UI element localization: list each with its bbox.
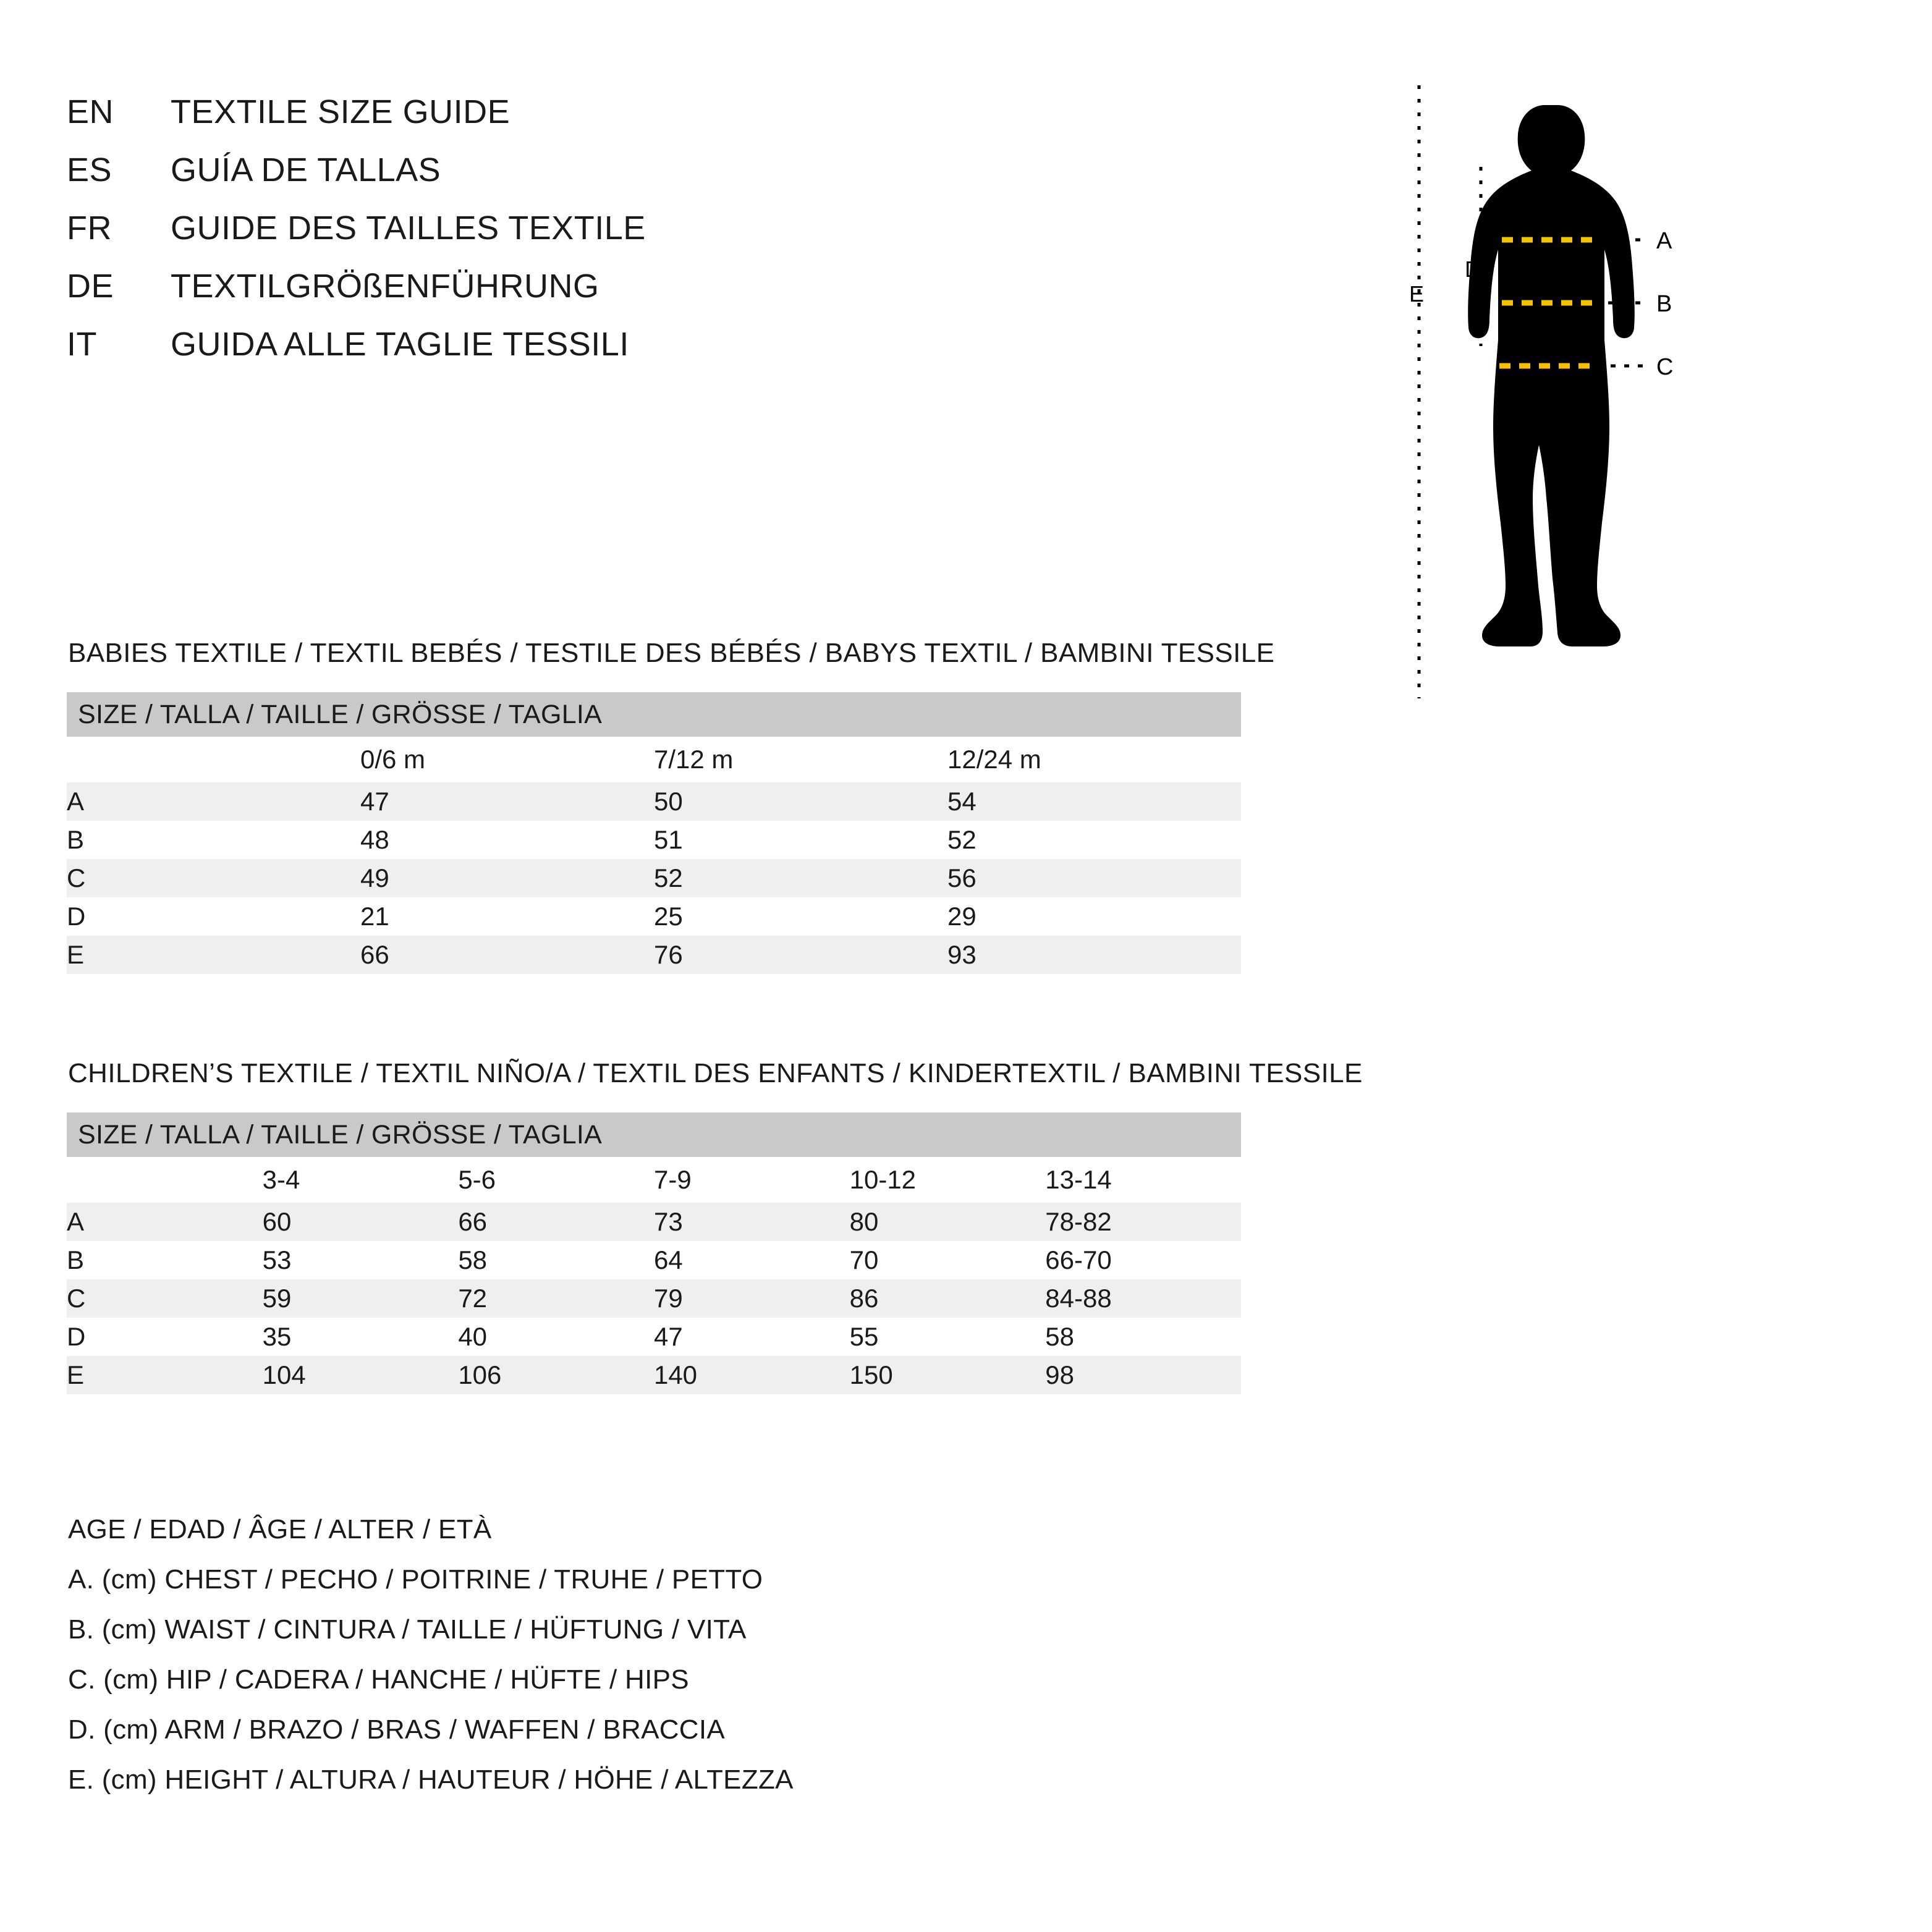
language-title: TEXTILGRÖßENFÜHRUNG (171, 268, 600, 305)
column-corner (67, 737, 360, 782)
child-silhouette-icon (1468, 105, 1635, 646)
language-list (67, 93, 932, 383)
language-code: EN (67, 93, 114, 130)
legend-hip: C. (cm) HIP / CADERA / HANCHE / HÜFTE / HIPS (68, 1664, 689, 1695)
table-row (67, 782, 1241, 821)
language-code: ES (67, 151, 112, 189)
table-row (67, 1356, 1241, 1394)
language-title: GUÍA DE TALLAS (171, 151, 441, 189)
cell-value: 66 (458, 1203, 654, 1241)
waist-mark-label: B (1656, 291, 1672, 317)
cell-value: 79 (654, 1279, 850, 1318)
cell-value: 49 (360, 859, 654, 897)
measurement-figure (1409, 80, 1879, 766)
cell-value: 84-88 (1045, 1279, 1241, 1318)
cell-value: 58 (1045, 1318, 1241, 1356)
table-row (67, 897, 1241, 936)
cell-value: 54 (947, 782, 1241, 821)
hip-mark-label: C (1656, 354, 1674, 380)
cell-value: 50 (654, 782, 947, 821)
height-mark-label: E (1409, 281, 1425, 307)
babies-size-table (67, 692, 1241, 974)
column-header: 7/12 m (654, 737, 947, 782)
cell-value: 59 (263, 1279, 459, 1318)
cell-value: 51 (654, 821, 947, 859)
row-label: C (67, 1279, 263, 1318)
cell-value: 150 (850, 1356, 1046, 1394)
language-code: FR (67, 210, 112, 247)
cell-value: 25 (654, 897, 947, 936)
cell-value: 52 (947, 821, 1241, 859)
chest-mark-label: A (1656, 228, 1672, 254)
cell-value: 48 (360, 821, 654, 859)
language-row-en (67, 93, 932, 151)
cell-value: 140 (654, 1356, 850, 1394)
cell-value: 72 (458, 1279, 654, 1318)
children-section-title: CHILDREN’S TEXTILE / TEXTIL NIÑO/A / TEXTIL DES ENFANTS / KINDERTEXTIL / BAMBINI TESSILE (68, 1058, 1363, 1088)
row-label: C (67, 859, 360, 897)
cell-value: 66-70 (1045, 1241, 1241, 1279)
legend-chest: A. (cm) CHEST / PECHO / POITRINE / TRUHE / PETTO (68, 1564, 763, 1595)
table-row (67, 1279, 1241, 1318)
table-row (67, 859, 1241, 897)
language-row-fr (67, 209, 932, 267)
row-label: E (67, 1356, 263, 1394)
table-row (67, 1241, 1241, 1279)
language-title: TEXTILE SIZE GUIDE (171, 93, 511, 130)
cell-value: 55 (850, 1318, 1046, 1356)
table-row (67, 936, 1241, 974)
table-row (67, 821, 1241, 859)
language-title: GUIDA ALLE TAGLIE TESSILI (171, 326, 629, 363)
cell-value: 58 (458, 1241, 654, 1279)
column-corner (67, 1157, 263, 1203)
cell-value: 104 (263, 1356, 459, 1394)
table-row (67, 1318, 1241, 1356)
column-header: 5-6 (458, 1157, 654, 1203)
language-title: GUIDE DES TAILLES TEXTILE (171, 210, 646, 247)
cell-value: 52 (654, 859, 947, 897)
table-header-label: SIZE / TALLA / TAILLE / GRÖSSE / TAGLIA (67, 1112, 1241, 1157)
column-header: 0/6 m (360, 737, 654, 782)
cell-value: 60 (263, 1203, 459, 1241)
arm-mark-label: D (1465, 256, 1481, 282)
cell-value: 66 (360, 936, 654, 974)
row-label: B (67, 1241, 263, 1279)
row-label: D (67, 897, 360, 936)
cell-value: 21 (360, 897, 654, 936)
cell-value: 53 (263, 1241, 459, 1279)
cell-value: 29 (947, 897, 1241, 936)
row-label: A (67, 1203, 263, 1241)
cell-value: 47 (360, 782, 654, 821)
babies-section-title: BABIES TEXTILE / TEXTIL BEBÉS / TESTILE DES BÉBÉS / BABYS TEXTIL / BAMBINI TESSILE (68, 638, 1275, 668)
cell-value: 76 (654, 936, 947, 974)
language-row-it (67, 325, 932, 383)
table-header-row (67, 692, 1241, 737)
column-header: 12/24 m (947, 737, 1241, 782)
row-label: E (67, 936, 360, 974)
cell-value: 40 (458, 1318, 654, 1356)
cell-value: 35 (263, 1318, 459, 1356)
language-code: IT (67, 326, 97, 363)
cell-value: 86 (850, 1279, 1046, 1318)
column-header: 10-12 (850, 1157, 1046, 1203)
legend-arm: D. (cm) ARM / BRAZO / BRAS / WAFFEN / BRACCIA (68, 1714, 726, 1745)
table-column-row (67, 1157, 1241, 1203)
table-header-row (67, 1112, 1241, 1157)
language-row-de (67, 267, 932, 325)
cell-value: 98 (1045, 1356, 1241, 1394)
column-header: 3-4 (263, 1157, 459, 1203)
column-header: 7-9 (654, 1157, 850, 1203)
cell-value: 64 (654, 1241, 850, 1279)
column-header: 13-14 (1045, 1157, 1241, 1203)
children-size-table (67, 1112, 1241, 1394)
cell-value: 70 (850, 1241, 1046, 1279)
row-label: B (67, 821, 360, 859)
row-label: A (67, 782, 360, 821)
language-row-es (67, 151, 932, 209)
row-label: D (67, 1318, 263, 1356)
cell-value: 47 (654, 1318, 850, 1356)
cell-value: 106 (458, 1356, 654, 1394)
table-header-label: SIZE / TALLA / TAILLE / GRÖSSE / TAGLIA (67, 692, 1241, 737)
cell-value: 93 (947, 936, 1241, 974)
legend-age: AGE / EDAD / ÂGE / ALTER / ETÀ (68, 1514, 492, 1544)
legend-waist: B. (cm) WAIST / CINTURA / TAILLE / HÜFTUNG / VITA (68, 1614, 747, 1645)
table-column-row (67, 737, 1241, 782)
legend-height: E. (cm) HEIGHT / ALTURA / HAUTEUR / HÖHE / ALTEZZA (68, 1765, 794, 1795)
cell-value: 78-82 (1045, 1203, 1241, 1241)
cell-value: 56 (947, 859, 1241, 897)
measurement-legend (68, 1514, 1304, 1815)
cell-value: 73 (654, 1203, 850, 1241)
cell-value: 80 (850, 1203, 1046, 1241)
language-code: DE (67, 268, 114, 305)
table-row (67, 1203, 1241, 1241)
